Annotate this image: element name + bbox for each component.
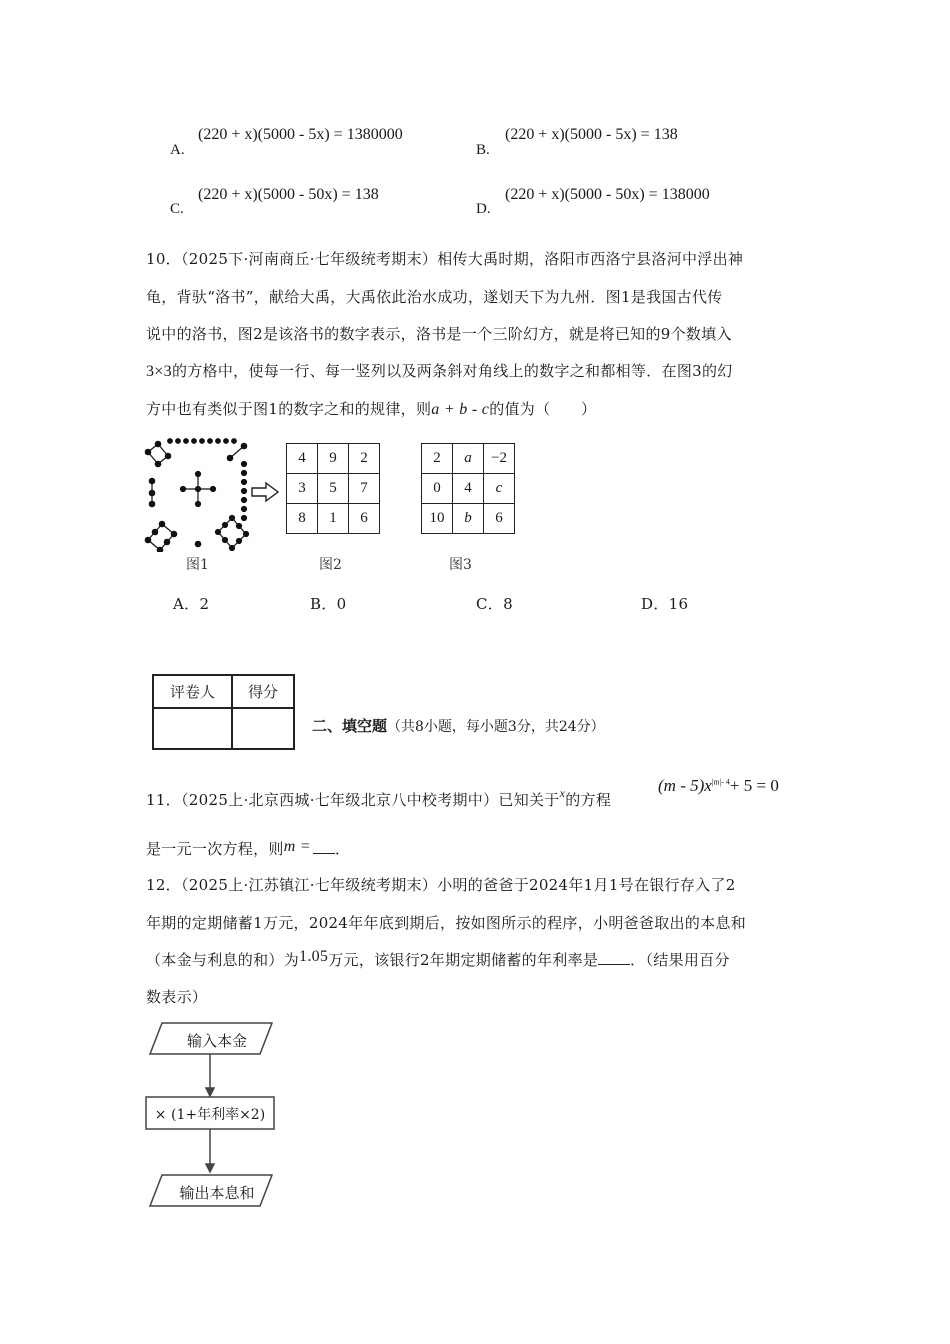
q11-line1 bbox=[146, 786, 612, 810]
fig2-cell: 7 bbox=[349, 474, 380, 504]
grader-cell[interactable] bbox=[153, 708, 232, 749]
option-value: 16 bbox=[668, 595, 689, 613]
q10-line5-end: 的值为（ ） bbox=[489, 400, 597, 418]
figure2-label: 图2 bbox=[319, 557, 342, 573]
option-letter: B． bbox=[310, 595, 337, 613]
option-b-letter: B. bbox=[476, 142, 490, 158]
q10-option-b bbox=[310, 593, 346, 614]
q10-line4-text: 的方格中，使每一行、每一竖列以及两条斜对角线上的数字之和都相等．在图3的幻 bbox=[171, 362, 733, 380]
q11-mid: 的方程 bbox=[565, 791, 612, 809]
q11-text: 11．（2025上·北京西城·七年级北京八中校考期中）已知关于 bbox=[146, 791, 560, 809]
fig3-cell: a bbox=[453, 444, 484, 474]
fig3-cell: 4 bbox=[453, 474, 484, 504]
q11-line2-text: 是一元一次方程，则 bbox=[146, 840, 284, 858]
q10-expression: a + b - c bbox=[431, 401, 490, 418]
fig3-cell: 0 bbox=[422, 474, 453, 504]
option-a-letter: A. bbox=[170, 142, 185, 158]
fig3-cell: b bbox=[453, 504, 484, 534]
q12-line1: 12．（2025上·江苏镇江·七年级统考期末）小明的爸爸于2024年1月1号在银行存入了2 bbox=[146, 876, 736, 894]
q10-option-a bbox=[173, 593, 209, 614]
score-header: 得分 bbox=[232, 675, 294, 708]
q10-line3: 说中的洛书，图2是该洛书的数字表示，洛书是一个三阶幻方，就是将已知的9个数填入 bbox=[146, 325, 732, 343]
q12-line2: 年期的定期储蓄1万元，2024年年底到期后，按如图所示的程序，小明爸爸取出的本息和 bbox=[146, 914, 747, 932]
option-value: 0 bbox=[336, 595, 347, 613]
flow-input-label: 输入本金 bbox=[186, 1032, 247, 1050]
figure1-label: 图1 bbox=[186, 557, 209, 573]
fig2-cell: 1 bbox=[318, 504, 349, 534]
option-letter: C． bbox=[476, 595, 504, 613]
option-c-expression: (220 + x)(5000 - 50x) = 138 bbox=[198, 186, 379, 203]
option-letter: A． bbox=[173, 595, 200, 613]
section2-header bbox=[312, 715, 605, 736]
fig3-cell: 6 bbox=[484, 504, 515, 534]
fig2-cell: 5 bbox=[318, 474, 349, 504]
option-d-expression: (220 + x)(5000 - 50x) = 138000 bbox=[505, 186, 710, 203]
q10-line1: 10．（2025下·河南商丘·七年级统考期末）相传大禹时期，洛阳市西洛宁县洛河中浮出神 bbox=[146, 250, 744, 268]
q12-line3-end: ．（结果用百分 bbox=[630, 951, 730, 969]
flow-output-label: 输出本息和 bbox=[179, 1184, 255, 1202]
score-cell[interactable] bbox=[232, 708, 294, 749]
fig2-cell: 2 bbox=[349, 444, 380, 474]
option-a-expression: (220 + x)(5000 - 5x) = 1380000 bbox=[198, 126, 403, 143]
fig2-cell: 9 bbox=[318, 444, 349, 474]
q11-variable: x bbox=[559, 786, 566, 800]
fig3-cell: −2 bbox=[484, 444, 515, 474]
fig2-cell: 4 bbox=[287, 444, 318, 474]
option-d-letter: D. bbox=[476, 201, 491, 217]
q11-eq-right: + 5 = 0 bbox=[729, 776, 779, 795]
section2-title: 二、填空题 bbox=[312, 717, 388, 735]
q11-equation bbox=[658, 776, 779, 796]
q12-amount: 1.05 bbox=[299, 948, 329, 965]
option-value: 8 bbox=[503, 595, 513, 613]
q11-answer-blank[interactable] bbox=[313, 853, 335, 854]
q12-answer-blank[interactable] bbox=[598, 964, 630, 965]
luoshu-figure bbox=[140, 436, 290, 552]
option-b-expression: (220 + x)(5000 - 5x) = 138 bbox=[505, 126, 678, 143]
grader-header: 评卷人 bbox=[153, 675, 232, 708]
q11-m-equals: m = bbox=[283, 838, 311, 855]
q10-line4 bbox=[146, 360, 733, 381]
fig2-cell: 6 bbox=[349, 504, 380, 534]
q10-line2: 龟，背驮“洛书”，献给大禹，大禹依此治水成功，遂划天下为九州．图1是我国古代传 bbox=[146, 288, 723, 306]
q12-line3-pre: （本金与利息的和）为 bbox=[146, 951, 300, 969]
fig3-cell: 10 bbox=[422, 504, 453, 534]
section2-note: （共8小题，每小题3分，共24分） bbox=[387, 719, 605, 735]
q10-grid-size: 3×3 bbox=[146, 363, 172, 380]
q10-line5-text: 方中也有类似于图1的数字之和的规律，则 bbox=[146, 400, 432, 418]
q10-line5 bbox=[146, 398, 596, 419]
option-c-letter: C. bbox=[170, 201, 184, 217]
fig2-cell: 8 bbox=[287, 504, 318, 534]
option-value: 2 bbox=[199, 595, 210, 613]
q12-line4: 数表示） bbox=[146, 988, 208, 1006]
q11-line2-end: ． bbox=[334, 840, 351, 858]
fig2-cell: 3 bbox=[287, 474, 318, 504]
q10-option-d bbox=[641, 593, 688, 614]
q10-option-c bbox=[476, 593, 513, 614]
figure2-magic-square bbox=[286, 443, 380, 534]
fig3-cell: 2 bbox=[422, 444, 453, 474]
figure3-magic-square bbox=[421, 443, 515, 534]
fig3-cell: c bbox=[484, 474, 515, 504]
flow-process-label: × (1+年利率×2) bbox=[154, 1107, 266, 1123]
score-box bbox=[152, 674, 295, 750]
q11-line2 bbox=[146, 838, 350, 859]
q11-eq-left: (m - 5)x bbox=[658, 776, 712, 795]
q12-line3-mid: 万元，该银行2年期定期储蓄的年利率是 bbox=[328, 951, 599, 969]
option-letter: D． bbox=[641, 595, 669, 613]
q11-eq-exponent: |m|- 4 bbox=[711, 777, 730, 787]
figure3-label: 图3 bbox=[449, 557, 472, 573]
q12-line3 bbox=[146, 949, 730, 970]
